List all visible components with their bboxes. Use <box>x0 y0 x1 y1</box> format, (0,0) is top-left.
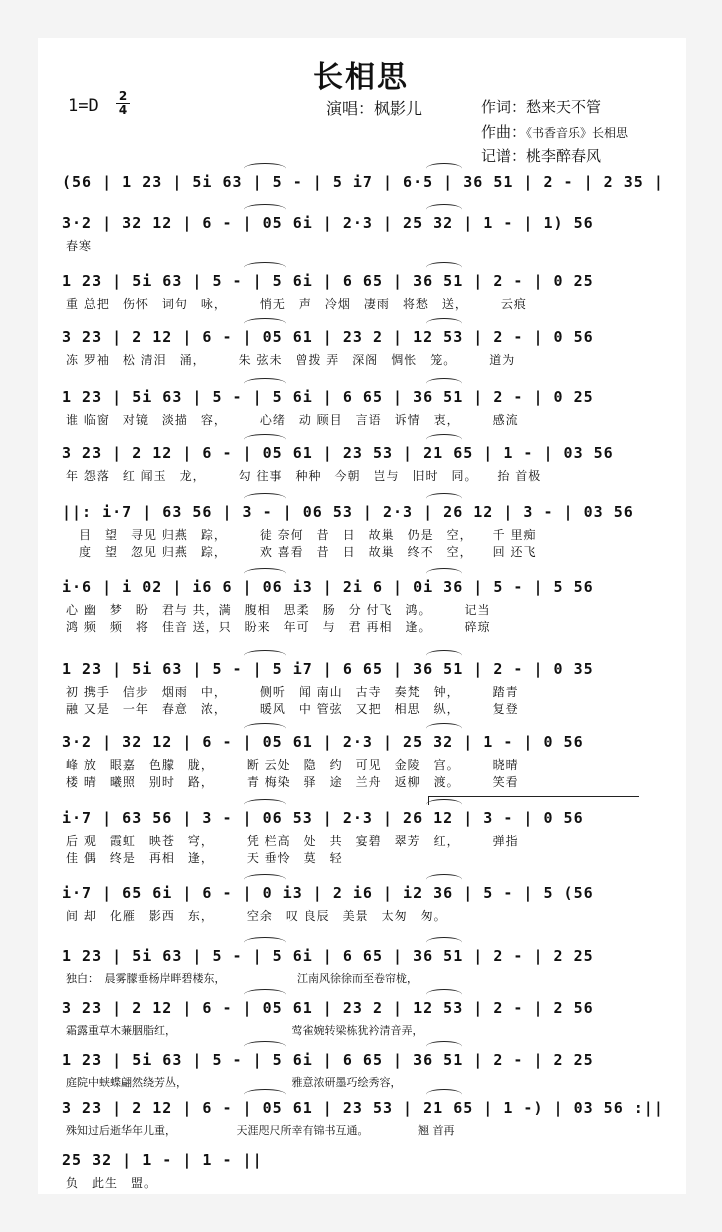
song-title: 长相思 <box>313 60 409 95</box>
composer-label: 作曲： <box>481 123 527 141</box>
singer-credit: 演唱：枫影儿 <box>326 99 423 118</box>
note-line: 3 23 | 2 12 | 6 - | 05 61 | 23 2 | 12 53 | 2 - | 2 56 <box>62 999 594 1017</box>
note-line: ||: i·7 | 63 56 | 3 - | 06 53 | 2·3 | 26 12 | 3 - | 03 56 <box>62 503 634 521</box>
note-line: 3·2 | 32 12 | 6 - | 05 61 | 2·3 | 25 32 | 1 - | 0 56 <box>62 733 584 751</box>
lyric-line-1: 春寒 <box>66 239 93 253</box>
slur-mark <box>244 493 286 504</box>
lyric-line-1: 独白： 晨雾朦垂杨岸畔碧楼东， 江南风徐徐而至卷帘栊， <box>66 972 418 985</box>
lyric-line-1: 谁 临窗 对镜 淡描 容， 心绪 动 顾目 言语 诉情 衷， 感流 <box>66 413 519 427</box>
slur-mark <box>244 937 286 948</box>
lyric-line-2: 融 又是 一年 春意 浓， 暖风 中 管弦 又把 相思 纵， 复登 <box>66 702 519 716</box>
note-line: 1 23 | 5i 63 | 5 - | 5 6i | 6 65 | 36 51 | 2 - | 2 25 <box>62 947 594 965</box>
lyric-line-1: 霜露重草木蒹胭脂红， 莺雀婉转梁栋犹衿清音弄， <box>66 1024 424 1037</box>
slur-mark <box>244 650 286 661</box>
lyric-line-1: 心 幽 梦 盼 君与 共，满 腹相 思柔 肠 分 付飞 鸿。 记当 <box>66 603 491 617</box>
lyric-line-1: 冻 罗袖 松 清泪 涌， 朱 弦未 曾拨 弄 深阁 惆怅 笼。 道为 <box>66 353 516 367</box>
slur-mark <box>244 723 286 734</box>
slur-mark <box>426 262 462 273</box>
lyric-line-1: 间 却 化雁 影西 东， 空余 叹 良辰 美景 太匆 匆。 <box>66 909 447 923</box>
meter-top: 2 <box>118 89 128 103</box>
slur-mark <box>426 568 462 579</box>
lyric-line-1: 庭院中蛱蝶翩然绕芳丛， 雅意浓研墨巧绘秀容， <box>66 1076 402 1089</box>
meter-bottom: 4 <box>118 103 128 117</box>
lyric-line-1: 年 怨落 红 闻玉 龙， 勾 往事 种种 今朝 岂与 旧时 同。 抬 首极 <box>66 469 542 483</box>
slur-mark <box>244 874 286 885</box>
time-signature <box>116 91 130 116</box>
lyric-line-1: 目 望 寻见 归燕 踪， 徒 奈何 昔 日 故巢 仍是 空， 千 里痴 <box>66 528 537 542</box>
note-line: 1 23 | 5i 63 | 5 - | 5 6i | 6 65 | 36 51 | 2 - | 0 25 <box>62 272 594 290</box>
slur-mark <box>244 1089 286 1100</box>
slur-mark <box>244 204 286 215</box>
note-line: i·7 | 63 56 | 3 - | 06 53 | 2·3 | 26 12 | 3 - | 0 56 <box>62 809 584 827</box>
slur-mark <box>244 799 286 810</box>
note-line: i·7 | 65 6i | 6 - | 0 i3 | 2 i6 | i2 36 | 5 - | 5 (56 <box>62 884 594 902</box>
slur-mark <box>426 650 462 661</box>
lyric-line-1: 殊知过后逝华年儿重， 天涯咫尺所幸有锦书互通。 翘 首再 <box>66 1124 455 1137</box>
slur-mark <box>426 937 462 948</box>
note-line: 3·2 | 32 12 | 6 - | 05 6i | 2·3 | 25 32 | 1 - | 1) 56 <box>62 214 594 232</box>
slur-mark <box>426 204 462 215</box>
lyric-line-2: 佳 偶 终是 再相 逢， 天 垂怜 莫 轻 <box>66 851 343 865</box>
slur-mark <box>426 723 462 734</box>
slur-mark <box>426 378 462 389</box>
slur-mark <box>426 493 462 504</box>
note-line: (56 | 1 23 | 5i 63 | 5 - | 5 i7 | 6·5 | 36 51 | 2 - | 2 35 | <box>62 173 664 191</box>
note-line: 1 23 | 5i 63 | 5 - | 5 6i | 6 65 | 36 51 | 2 - | 2 25 <box>62 1051 594 1069</box>
transcriber-credit: 记谱：桃李醉春风 <box>481 147 602 165</box>
composer-credit <box>481 121 628 142</box>
lyric-line-1: 负 此生 盟。 <box>66 1176 158 1190</box>
lyric-line-1: 峰 放 眼嘉 色朦 胧， 断 云处 隐 约 可见 金陵 宫。 晓晴 <box>66 758 519 772</box>
note-line: 3 23 | 2 12 | 6 - | 05 61 | 23 53 | 21 65 | 1 -) | 03 56 :|| <box>62 1099 664 1117</box>
slur-mark <box>426 874 462 885</box>
note-line: i·6 | i 02 | i6 6 | 06 i3 | 2i 6 | 0i 36 | 5 - | 5 56 <box>62 578 594 596</box>
slur-mark <box>244 262 286 273</box>
lyric-line-1: 重 总把 伤怀 词句 咏， 悄无 声 冷烟 凄雨 将愁 送， 云痕 <box>66 297 527 311</box>
slur-mark <box>244 378 286 389</box>
slur-mark <box>426 1089 462 1100</box>
slur-mark <box>426 163 462 174</box>
note-line: 3 23 | 2 12 | 6 - | 05 61 | 23 53 | 21 65 | 1 - | 03 56 <box>62 444 614 462</box>
slur-mark <box>244 1041 286 1052</box>
lyric-line-1: 初 携手 信步 烟雨 中， 侧听 闻 南山 古寺 奏梵 钟， 踏青 <box>66 685 519 699</box>
slur-mark <box>244 568 286 579</box>
slur-mark <box>244 989 286 1000</box>
slur-mark <box>244 318 286 329</box>
slur-mark <box>426 434 462 445</box>
key-signature: 1=D <box>68 96 99 116</box>
slur-mark <box>244 434 286 445</box>
note-line: 1 23 | 5i 63 | 5 - | 5 i7 | 6 65 | 36 51 | 2 - | 0 35 <box>62 660 594 678</box>
volta-bracket <box>428 796 639 805</box>
lyric-line-2: 度 望 忽见 归燕 踪， 欢 喜看 昔 日 故巢 终不 空， 回 还飞 <box>66 545 537 559</box>
note-line: 1 23 | 5i 63 | 5 - | 5 6i | 6 65 | 36 51 | 2 - | 0 25 <box>62 388 594 406</box>
note-line: 3 23 | 2 12 | 6 - | 05 61 | 23 2 | 12 53 | 2 - | 0 56 <box>62 328 594 346</box>
slur-mark <box>244 163 286 174</box>
lyric-line-2: 楼 晴 曦照 别时 路， 青 梅染 驿 途 兰舟 返柳 渡。 笑看 <box>66 775 519 789</box>
lyric-line-1: 后 观 霞虹 映苍 穹， 凭 栏高 处 共 宴碧 翠芳 红， 弹指 <box>66 834 519 848</box>
slur-mark <box>426 318 462 329</box>
note-line: 25 32 | 1 - | 1 - || <box>62 1151 263 1169</box>
slur-mark <box>426 1041 462 1052</box>
composer-value: 《书香音乐》长相思 <box>526 126 629 140</box>
slur-mark <box>426 989 462 1000</box>
lyricist-credit: 作词：愁来天不管 <box>481 98 602 116</box>
lyric-line-2: 鸿 频 频 将 佳音 送，只 盼来 年可 与 君 再相 逢。 碎琼 <box>66 620 491 634</box>
